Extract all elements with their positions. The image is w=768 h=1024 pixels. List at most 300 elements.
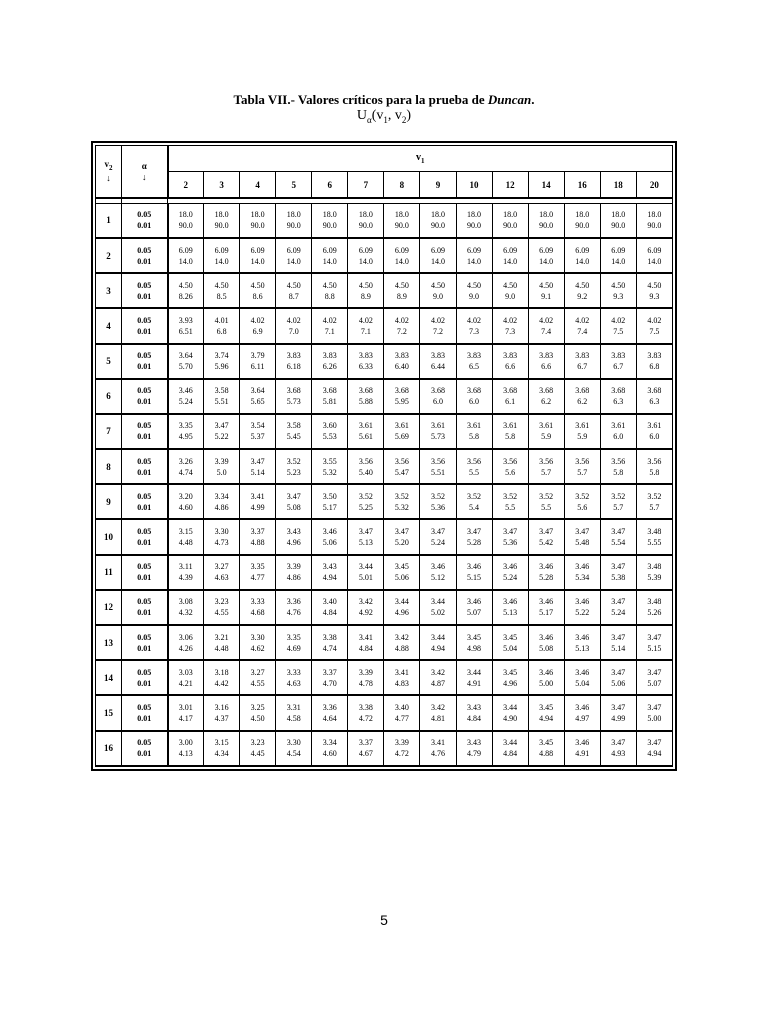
value-001: 6.0 <box>432 397 443 407</box>
table-cell <box>528 625 564 660</box>
value-001: 5.42 <box>539 538 554 548</box>
value-001: 6.2 <box>541 397 552 407</box>
value-001: 90.0 <box>575 221 590 231</box>
value-001: 4.84 <box>503 749 518 759</box>
header-k-16: 16 <box>564 172 600 199</box>
alpha-005: 0.05 <box>137 210 152 220</box>
value-005: 6.09 <box>575 245 590 255</box>
value-001: 5.6 <box>505 467 516 477</box>
table-cell <box>600 695 636 730</box>
value-001: 5.7 <box>649 502 660 512</box>
row-v2-label: 1 <box>96 204 122 238</box>
table-cell <box>240 519 276 554</box>
table-cell <box>384 238 420 273</box>
value-005: 18.0 <box>286 210 301 220</box>
value-005: 3.44 <box>467 667 482 677</box>
table-cell <box>528 590 564 625</box>
value-001: 5.06 <box>394 573 409 583</box>
table-cell <box>636 660 672 695</box>
value-001: 4.83 <box>394 678 409 688</box>
value-001: 5.36 <box>430 502 445 512</box>
value-005: 3.48 <box>647 527 662 537</box>
table-cell <box>456 625 492 660</box>
value-005: 3.37 <box>322 667 337 677</box>
value-001: 8.8 <box>324 291 335 301</box>
alpha-005: 0.05 <box>137 527 152 537</box>
value-001: 5.22 <box>214 432 229 442</box>
table-cell <box>564 484 600 519</box>
value-001: 4.60 <box>178 502 193 512</box>
row-v2-label: 3 <box>96 273 122 308</box>
table-cell <box>600 379 636 414</box>
table-cell <box>564 449 600 484</box>
value-001: 5.8 <box>505 432 516 442</box>
table-cell <box>384 204 420 238</box>
value-005: 3.44 <box>394 597 409 607</box>
value-005: 3.23 <box>214 597 229 607</box>
table-row <box>96 484 673 519</box>
value-001: 4.76 <box>430 749 445 759</box>
value-005: 3.56 <box>647 456 662 466</box>
value-001: 5.9 <box>541 432 552 442</box>
value-001: 4.34 <box>214 749 229 759</box>
row-alpha-levels <box>122 519 168 554</box>
value-005: 3.83 <box>503 351 518 361</box>
value-005: 3.41 <box>250 491 265 501</box>
table-cell <box>240 414 276 449</box>
table-cell <box>636 695 672 730</box>
value-005: 3.61 <box>467 421 482 431</box>
table-cell <box>276 344 312 379</box>
value-001: 7.4 <box>577 326 588 336</box>
value-005: 3.47 <box>647 667 662 677</box>
table-cell <box>456 344 492 379</box>
value-005: 3.46 <box>178 386 193 396</box>
value-001: 14.0 <box>394 256 409 266</box>
value-001: 6.6 <box>541 362 552 372</box>
value-001: 4.93 <box>611 749 626 759</box>
value-005: 4.50 <box>539 280 554 290</box>
value-005: 6.09 <box>611 245 626 255</box>
table-cell <box>636 449 672 484</box>
table-cell <box>312 308 348 343</box>
table-cell <box>528 449 564 484</box>
table-cell <box>384 555 420 590</box>
table-cell <box>384 379 420 414</box>
table-cell <box>240 308 276 343</box>
value-001: 5.61 <box>358 432 373 442</box>
table-cell <box>600 238 636 273</box>
value-001: 6.26 <box>322 362 337 372</box>
value-005: 3.08 <box>178 597 193 607</box>
value-001: 5.14 <box>611 643 626 653</box>
value-001: 6.44 <box>430 362 445 372</box>
value-001: 4.13 <box>178 749 193 759</box>
value-001: 4.94 <box>322 573 337 583</box>
value-001: 4.48 <box>178 538 193 548</box>
table-row <box>96 625 673 660</box>
value-001: 90.0 <box>322 221 337 231</box>
value-005: 3.83 <box>647 351 662 361</box>
row-v2-label: 6 <box>96 379 122 414</box>
alpha-005: 0.05 <box>137 667 152 677</box>
value-005: 4.02 <box>250 315 265 325</box>
alpha-005: 0.05 <box>137 562 152 572</box>
table-cell <box>600 555 636 590</box>
value-005: 3.47 <box>611 632 626 642</box>
table-cell <box>528 414 564 449</box>
value-005: 4.02 <box>322 315 337 325</box>
table-cell <box>276 695 312 730</box>
value-001: 5.96 <box>214 362 229 372</box>
table-cell <box>204 308 240 343</box>
value-005: 3.47 <box>467 527 482 537</box>
value-001: 4.74 <box>178 467 193 477</box>
value-005: 3.83 <box>467 351 482 361</box>
value-001: 14.0 <box>286 256 301 266</box>
table-cell <box>384 308 420 343</box>
value-001: 5.01 <box>358 573 373 583</box>
row-alpha-levels <box>122 625 168 660</box>
value-005: 3.44 <box>503 702 518 712</box>
value-001: 7.1 <box>324 326 335 336</box>
table-cell <box>492 238 528 273</box>
value-005: 18.0 <box>394 210 409 220</box>
value-005: 4.01 <box>214 315 229 325</box>
value-005: 3.60 <box>322 421 337 431</box>
table-cell <box>492 414 528 449</box>
value-005: 3.83 <box>322 351 337 361</box>
value-001: 4.58 <box>286 713 301 723</box>
value-005: 3.43 <box>467 702 482 712</box>
table-cell <box>384 273 420 308</box>
value-005: 4.50 <box>575 280 590 290</box>
table-cell <box>240 344 276 379</box>
table-cell <box>348 519 384 554</box>
value-001: 4.63 <box>214 573 229 583</box>
value-001: 5.08 <box>539 643 554 653</box>
table-row <box>96 414 673 449</box>
table-cell <box>492 204 528 238</box>
value-001: 4.84 <box>322 608 337 618</box>
value-001: 4.95 <box>178 432 193 442</box>
value-001: 7.3 <box>505 326 516 336</box>
value-005: 3.46 <box>575 667 590 677</box>
value-001: 6.1 <box>505 397 516 407</box>
table-cell <box>420 414 456 449</box>
value-001: 4.81 <box>430 713 445 723</box>
value-005: 3.56 <box>467 456 482 466</box>
table-cell <box>312 555 348 590</box>
table-cell <box>564 660 600 695</box>
value-005: 3.46 <box>503 597 518 607</box>
alpha-001: 0.01 <box>137 573 152 583</box>
value-005: 4.50 <box>214 280 229 290</box>
value-005: 3.46 <box>575 702 590 712</box>
header-k-8: 8 <box>384 172 420 199</box>
header-k-7: 7 <box>348 172 384 199</box>
value-001: 5.95 <box>394 397 409 407</box>
value-005: 18.0 <box>214 210 229 220</box>
table-cell <box>492 555 528 590</box>
value-001: 5.53 <box>322 432 337 442</box>
value-005: 3.68 <box>647 386 662 396</box>
value-005: 3.37 <box>250 527 265 537</box>
value-001: 5.37 <box>250 432 265 442</box>
table-cell <box>312 238 348 273</box>
value-005: 3.52 <box>286 456 301 466</box>
value-001: 4.42 <box>214 678 229 688</box>
value-001: 4.74 <box>322 643 337 653</box>
row-v2-label: 15 <box>96 695 122 730</box>
table-cell <box>204 731 240 766</box>
row-v2-label: 2 <box>96 238 122 273</box>
table-cell <box>564 555 600 590</box>
header-k-5: 5 <box>276 172 312 199</box>
value-001: 5.17 <box>322 502 337 512</box>
value-001: 4.99 <box>611 713 626 723</box>
value-005: 3.47 <box>647 702 662 712</box>
table-cell <box>456 590 492 625</box>
value-001: 5.7 <box>541 467 552 477</box>
value-001: 6.8 <box>649 362 660 372</box>
value-005: 3.35 <box>286 632 301 642</box>
value-005: 3.41 <box>394 667 409 677</box>
value-005: 18.0 <box>575 210 590 220</box>
table-cell <box>600 273 636 308</box>
value-001: 5.28 <box>467 538 482 548</box>
value-005: 4.02 <box>358 315 373 325</box>
value-001: 5.20 <box>394 538 409 548</box>
value-005: 4.50 <box>611 280 626 290</box>
table-cell <box>636 519 672 554</box>
value-005: 3.68 <box>358 386 373 396</box>
table-cell <box>456 555 492 590</box>
value-001: 4.60 <box>322 749 337 759</box>
table-cell <box>492 519 528 554</box>
value-001: 5.08 <box>286 502 301 512</box>
row-v2-label: 12 <box>96 590 122 625</box>
alpha-001: 0.01 <box>137 538 152 548</box>
value-005: 3.61 <box>575 421 590 431</box>
value-001: 4.79 <box>467 749 482 759</box>
table-cell <box>204 660 240 695</box>
table-row <box>96 449 673 484</box>
alpha-001: 0.01 <box>137 749 152 759</box>
value-005: 3.52 <box>539 491 554 501</box>
value-001: 4.32 <box>178 608 193 618</box>
row-alpha-levels <box>122 379 168 414</box>
alpha-005: 0.05 <box>137 702 152 712</box>
value-005: 3.48 <box>647 597 662 607</box>
table-cell <box>528 731 564 766</box>
value-005: 6.09 <box>322 245 337 255</box>
table-cell <box>600 308 636 343</box>
value-005: 3.26 <box>178 456 193 466</box>
value-005: 3.46 <box>575 597 590 607</box>
value-005: 3.40 <box>322 597 337 607</box>
row-v2-label: 13 <box>96 625 122 660</box>
value-005: 4.50 <box>358 280 373 290</box>
table-cell <box>600 519 636 554</box>
value-001: 4.91 <box>467 678 482 688</box>
table-cell <box>312 414 348 449</box>
alpha-001: 0.01 <box>137 608 152 618</box>
value-005: 3.68 <box>575 386 590 396</box>
alpha-001: 0.01 <box>137 467 152 477</box>
value-005: 3.83 <box>575 351 590 361</box>
value-001: 4.72 <box>358 713 373 723</box>
value-001: 4.94 <box>430 643 445 653</box>
table-cell <box>240 695 276 730</box>
table-cell <box>312 660 348 695</box>
value-001: 6.8 <box>216 326 227 336</box>
value-001: 5.69 <box>394 432 409 442</box>
value-005: 18.0 <box>358 210 373 220</box>
value-005: 3.68 <box>611 386 626 396</box>
value-005: 3.64 <box>250 386 265 396</box>
value-005: 3.68 <box>322 386 337 396</box>
table-cell <box>492 308 528 343</box>
value-005: 3.56 <box>430 456 445 466</box>
table-cell <box>384 625 420 660</box>
value-001: 14.0 <box>358 256 373 266</box>
value-005: 6.09 <box>250 245 265 255</box>
table-cell <box>528 344 564 379</box>
value-001: 8.5 <box>216 291 227 301</box>
value-005: 3.27 <box>250 667 265 677</box>
value-001: 4.91 <box>575 749 590 759</box>
value-005: 3.47 <box>611 738 626 748</box>
value-005: 3.58 <box>214 386 229 396</box>
table-cell <box>564 238 600 273</box>
table-cell <box>636 484 672 519</box>
value-005: 3.52 <box>358 491 373 501</box>
value-005: 18.0 <box>503 210 518 220</box>
value-001: 5.17 <box>539 608 554 618</box>
table-cell <box>276 555 312 590</box>
value-001: 7.4 <box>541 326 552 336</box>
value-001: 5.51 <box>430 467 445 477</box>
value-001: 6.0 <box>469 397 480 407</box>
table-cell <box>384 731 420 766</box>
header-k-row <box>96 172 673 199</box>
value-005: 3.46 <box>539 667 554 677</box>
table-cell <box>348 625 384 660</box>
value-005: 3.68 <box>539 386 554 396</box>
table-cell <box>420 273 456 308</box>
value-001: 4.90 <box>503 713 518 723</box>
value-005: 3.83 <box>430 351 445 361</box>
value-001: 5.65 <box>250 397 265 407</box>
value-001: 4.98 <box>467 643 482 653</box>
value-005: 3.00 <box>178 738 193 748</box>
value-001: 90.0 <box>647 221 662 231</box>
value-005: 18.0 <box>322 210 337 220</box>
value-005: 3.56 <box>611 456 626 466</box>
value-001: 5.06 <box>611 678 626 688</box>
value-001: 4.37 <box>214 713 229 723</box>
table-cell <box>636 204 672 238</box>
value-005: 4.50 <box>647 280 662 290</box>
value-005: 3.35 <box>178 421 193 431</box>
table-cell <box>456 273 492 308</box>
value-001: 6.18 <box>286 362 301 372</box>
table-cell <box>600 731 636 766</box>
value-005: 3.56 <box>575 456 590 466</box>
value-001: 5.13 <box>503 608 518 618</box>
value-001: 4.62 <box>250 643 265 653</box>
value-005: 3.38 <box>322 632 337 642</box>
table-cell <box>240 449 276 484</box>
value-005: 3.47 <box>503 527 518 537</box>
value-001: 90.0 <box>467 221 482 231</box>
row-alpha-levels <box>122 660 168 695</box>
value-001: 7.0 <box>288 326 299 336</box>
value-001: 6.3 <box>613 397 624 407</box>
value-001: 5.73 <box>286 397 301 407</box>
table-cell <box>492 449 528 484</box>
table-cell <box>240 731 276 766</box>
value-005: 3.23 <box>250 738 265 748</box>
value-005: 3.44 <box>430 632 445 642</box>
table-cell <box>384 519 420 554</box>
value-005: 3.33 <box>250 597 265 607</box>
value-001: 5.7 <box>613 502 624 512</box>
table-title-italic: Duncan <box>487 92 532 107</box>
value-001: 5.5 <box>505 502 516 512</box>
alpha-005: 0.05 <box>137 632 152 642</box>
value-001: 6.51 <box>178 326 193 336</box>
value-001: 5.32 <box>394 502 409 512</box>
table-cell <box>204 238 240 273</box>
row-alpha-levels <box>122 484 168 519</box>
value-005: 3.42 <box>394 632 409 642</box>
table-cell <box>420 590 456 625</box>
value-005: 3.45 <box>539 738 554 748</box>
table-cell <box>528 695 564 730</box>
table-cell <box>600 484 636 519</box>
value-005: 4.50 <box>322 280 337 290</box>
table-cell <box>384 484 420 519</box>
table-cell <box>456 660 492 695</box>
value-005: 3.46 <box>503 562 518 572</box>
value-005: 6.09 <box>467 245 482 255</box>
table-cell <box>168 660 204 695</box>
value-005: 3.47 <box>611 527 626 537</box>
header-k-14: 14 <box>528 172 564 199</box>
value-001: 7.1 <box>360 326 371 336</box>
table-cell <box>420 484 456 519</box>
table-cell <box>492 695 528 730</box>
table-cell <box>492 484 528 519</box>
value-001: 5.32 <box>322 467 337 477</box>
row-v2-label: 10 <box>96 519 122 554</box>
value-001: 90.0 <box>286 221 301 231</box>
value-001: 5.45 <box>286 432 301 442</box>
table-cell <box>276 379 312 414</box>
table-cell <box>240 204 276 238</box>
value-001: 9.0 <box>469 291 480 301</box>
value-001: 6.6 <box>505 362 516 372</box>
value-005: 4.50 <box>250 280 265 290</box>
value-005: 4.02 <box>539 315 554 325</box>
table-body <box>96 204 673 767</box>
value-005: 6.09 <box>286 245 301 255</box>
table-cell <box>600 204 636 238</box>
table-cell <box>636 379 672 414</box>
alpha-005: 0.05 <box>137 491 152 501</box>
